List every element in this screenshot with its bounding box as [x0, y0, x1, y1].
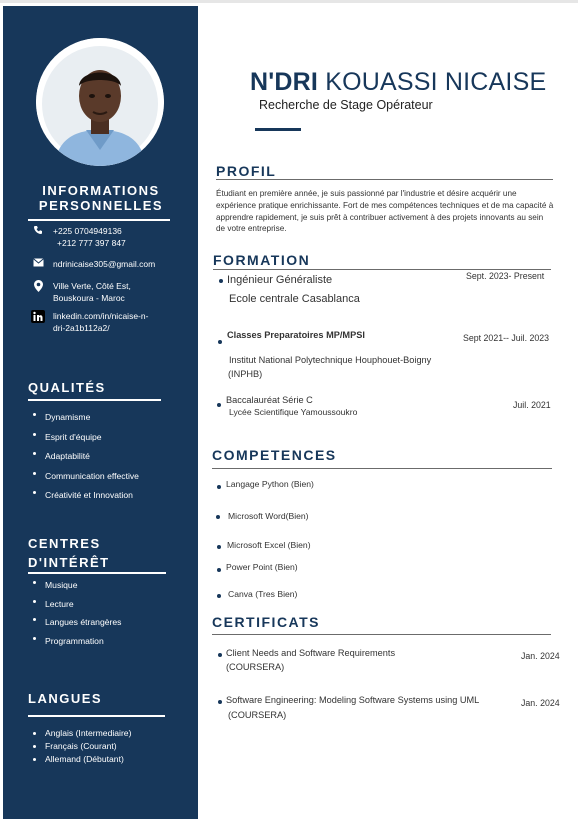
- skill-item: Power Point (Bien): [226, 562, 298, 572]
- formation-2-school-2: (INPHB): [228, 369, 263, 379]
- linkedin-link-2[interactable]: dri-2a1b112a2/: [53, 323, 110, 333]
- interets-heading-line1: CENTRES: [28, 536, 101, 551]
- name-bold: N'DRI: [250, 68, 319, 96]
- bullet-dot: [217, 545, 221, 549]
- info-divider: [28, 219, 170, 221]
- cert-2-title: Software Engineering: Modeling Software Systems using UML: [226, 695, 480, 705]
- list-item: Lecture: [33, 595, 121, 614]
- competences-divider: [212, 468, 552, 469]
- profil-text: Étudiant en première année, je suis passionné par l'industrie et désire acquérir une expérience pratique enrichissante. Fort de mes compétences techniques et de ma capacité à apprendre rapidement, je suis prêt à contribuer activement à des projets innovants au sein de votre entreprise.: [216, 189, 554, 234]
- list-item: Créativité et Innovation: [33, 486, 139, 506]
- skill-item: Langage Python (Bien): [226, 479, 314, 489]
- phone-2[interactable]: +212 777 397 847: [57, 238, 126, 248]
- sidebar: [3, 6, 198, 819]
- cert-1-title: Client Needs and Software Requirements: [226, 648, 396, 658]
- qualites-divider: [28, 399, 161, 401]
- bullet-dot: [218, 653, 222, 657]
- qualites-list: [33, 408, 139, 506]
- interets-list: [33, 576, 121, 650]
- info-heading-line1: INFORMATIONS: [42, 183, 160, 198]
- formation-3-date: Juil. 2021: [513, 400, 551, 410]
- list-item: Musique: [33, 576, 121, 595]
- list-item: Allemand (Débutant): [33, 753, 131, 766]
- skill-item: Microsoft Word(Bien): [228, 511, 309, 521]
- formation-2-school-1: Institut National Polytechnique Houphouet-Boigny: [229, 355, 432, 365]
- avatar: [36, 38, 164, 166]
- job-objective: Recherche de Stage Opérateur: [259, 98, 433, 112]
- qualites-heading: QUALITÉS: [28, 380, 106, 395]
- list-item: Langues étrangères: [33, 613, 121, 632]
- certificats-divider: [212, 634, 551, 635]
- bullet-dot: [217, 485, 221, 489]
- cert-1-date: Jan. 2024: [521, 651, 560, 661]
- list-item: Programmation: [33, 632, 121, 651]
- bullet-dot: [216, 515, 220, 519]
- list-item: Anglais (Intermediaire): [33, 727, 131, 740]
- list-item: Dynamisme: [33, 408, 139, 428]
- list-item: Communication effective: [33, 467, 139, 487]
- bullet-dot: [217, 568, 221, 572]
- list-item: Français (Courant): [33, 740, 131, 753]
- cert-1-org: (COURSERA): [226, 662, 285, 672]
- bullet-dot: [217, 403, 221, 407]
- name-rest: KOUASSI NICAISE: [318, 68, 547, 96]
- bullet-dot: [218, 340, 222, 344]
- mail-icon: [31, 258, 45, 270]
- name-underline: [255, 128, 301, 131]
- formation-3-title: Baccalauréat Série C: [226, 395, 313, 405]
- bullet-dot: [219, 279, 223, 283]
- candidate-name: [250, 67, 546, 97]
- info-heading: [36, 183, 166, 213]
- interets-divider: [28, 572, 166, 574]
- phone-row: [31, 225, 126, 249]
- langues-list: [33, 727, 131, 766]
- formation-1-school: Ecole centrale Casablanca: [229, 293, 360, 305]
- formation-heading: FORMATION: [213, 252, 311, 268]
- formation-divider: [213, 269, 551, 270]
- skill-item: Canva (Tres Bien): [228, 589, 298, 599]
- skill-item: Microsoft Excel (Bien): [227, 540, 311, 550]
- profil-heading: PROFIL: [216, 163, 277, 179]
- bullet-dot: [218, 700, 222, 704]
- phone-icon: [31, 225, 45, 237]
- linkedin-link-1[interactable]: linkedin.com/in/nicaise-n-: [53, 311, 149, 321]
- linkedin-icon: [31, 310, 45, 322]
- address-line-1: Ville Verte, Côté Est,: [53, 281, 131, 291]
- profil-divider: [216, 179, 553, 180]
- bullet-dot: [217, 594, 221, 598]
- info-heading-line2: PERSONNELLES: [38, 198, 164, 213]
- competences-heading: COMPETENCES: [212, 447, 337, 463]
- langues-divider: [28, 715, 165, 717]
- list-item: Adaptabilité: [33, 447, 139, 467]
- address-row: [31, 280, 131, 304]
- address-line-2: Bouskoura - Maroc: [53, 293, 125, 303]
- phone-1[interactable]: +225 0704949136: [53, 226, 122, 236]
- formation-2-title: Classes Preparatoires MP/MPSI: [227, 330, 365, 340]
- cert-2-date: Jan. 2024: [521, 698, 560, 708]
- profile-photo: [36, 38, 164, 166]
- formation-1-title: Ingénieur Généraliste: [227, 274, 333, 286]
- email-link[interactable]: ndrinicaise305@gmail.com: [53, 259, 156, 269]
- langues-heading: LANGUES: [28, 691, 103, 706]
- interets-heading: [28, 534, 110, 572]
- cert-2-org: (COURSERA): [228, 710, 287, 720]
- interets-heading-line2: D'INTÉRÊT: [28, 555, 110, 570]
- certificats-heading: CERTIFICATS: [212, 614, 321, 630]
- email-row: [31, 258, 155, 270]
- list-item: Esprit d'équipe: [33, 428, 139, 448]
- formation-3-school: Lycée Scientifique Yamoussoukro: [229, 407, 358, 417]
- formation-1-date: Sept. 2023- Present: [466, 271, 545, 281]
- linkedin-row: [31, 310, 148, 334]
- formation-2-date: Sept 2021-- Juil. 2023: [463, 333, 550, 343]
- location-pin-icon: [31, 280, 45, 292]
